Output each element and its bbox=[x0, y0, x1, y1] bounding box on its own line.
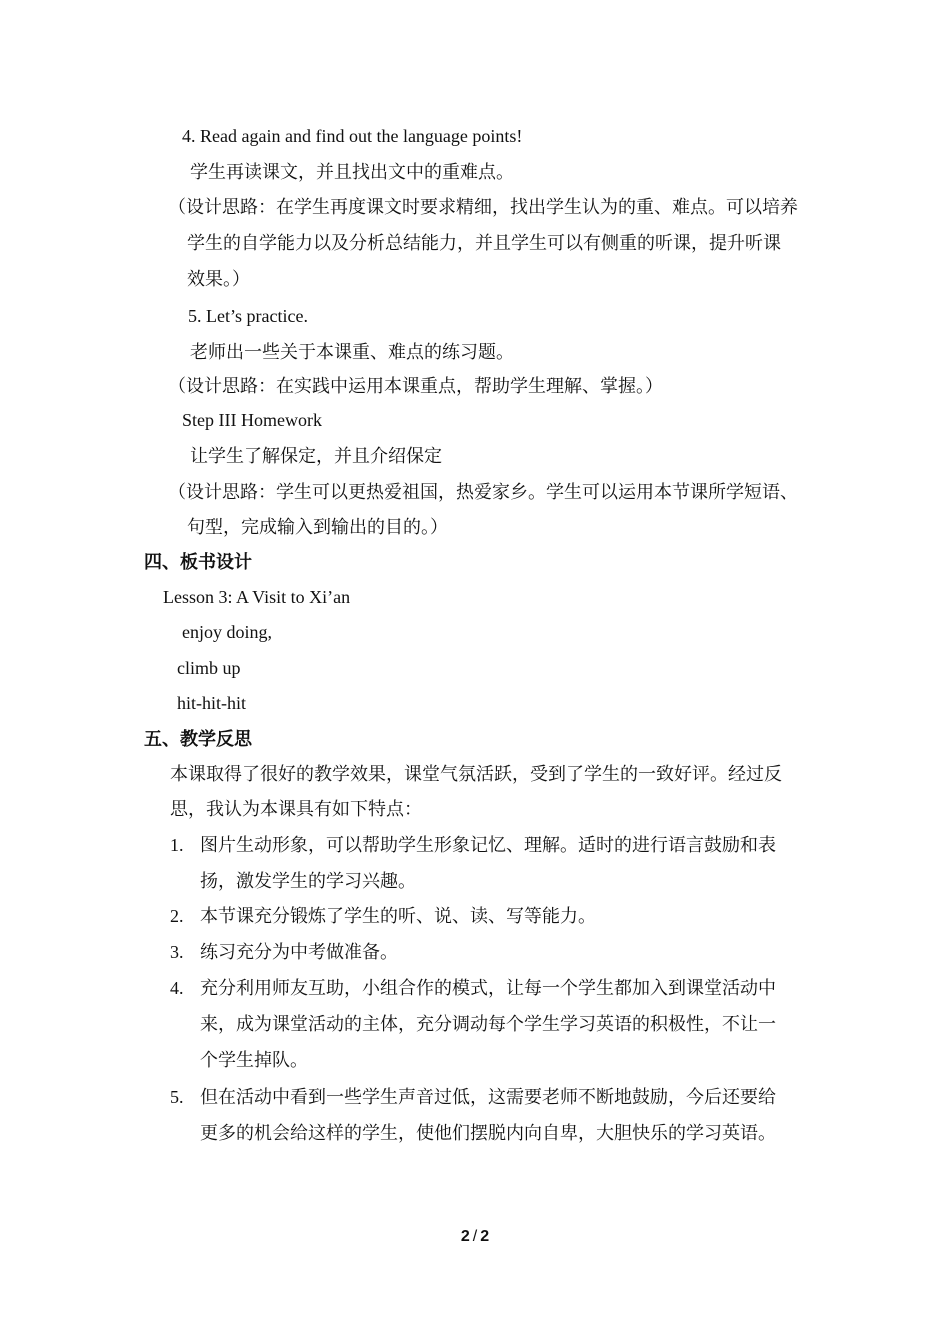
reflection-intro-line: 本课取得了很好的教学效果，课堂气氛活跃，受到了学生的一致好评。经过反 bbox=[170, 764, 782, 784]
step-read-text: 学生再读课文，并且找出文中的重难点。 bbox=[190, 162, 514, 182]
step-read-design-line: 效果。） bbox=[187, 269, 250, 289]
reflection-point-line: 本节课充分锻炼了学生的听、说、读、写等能力。 bbox=[200, 906, 596, 926]
reflection-point-line: 图片生动形象，可以帮助学生形象记忆、理解。适时的进行语言鼓励和表 bbox=[200, 835, 776, 855]
homework-heading: Step III Homework bbox=[182, 410, 322, 430]
board-design-title: 四、板书设计 bbox=[144, 552, 252, 572]
reflection-point-line: 扬，激发学生的学习兴趣。 bbox=[200, 871, 416, 891]
reflection-point-line: 充分利用师友互助，小组合作的模式，让每一个学生都加入到课堂活动中 bbox=[200, 978, 776, 998]
step-practice-design: （设计思路：在实践中运用本课重点，帮助学生理解、掌握。） bbox=[168, 376, 663, 396]
reflection-point-line: 个学生掉队。 bbox=[200, 1050, 308, 1070]
step-practice-text: 老师出一些关于本课重、难点的练习题。 bbox=[190, 342, 514, 362]
reflection-point-number: 1. bbox=[170, 835, 184, 855]
reflection-point-line: 但在活动中看到一些学生声音过低，这需要老师不断地鼓励，今后还要给 bbox=[200, 1087, 776, 1107]
current-page-number: 2 bbox=[460, 1228, 470, 1245]
reflection-point-line: 练习充分为中考做准备。 bbox=[200, 942, 398, 962]
homework-design-line: 句型，完成输入到输出的目的。） bbox=[187, 517, 448, 537]
page-separator: / bbox=[472, 1228, 478, 1245]
reflection-point-number: 3. bbox=[170, 942, 184, 962]
homework-design-line: （设计思路：学生可以更热爱祖国，热爱家乡。学生可以运用本节课所学短语、 bbox=[168, 482, 798, 502]
board-item: hit-hit-hit bbox=[177, 693, 246, 713]
board-lesson-title: Lesson 3: A Visit to Xi’an bbox=[163, 587, 351, 607]
reflection-point-line: 更多的机会给这样的学生，使他们摆脱内向自卑，大胆快乐的学习英语。 bbox=[200, 1123, 776, 1143]
step-read-design-line: 学生的自学能力以及分析总结能力，并且学生可以有侧重的听课，提升听课 bbox=[187, 233, 781, 253]
board-item: enjoy doing, bbox=[182, 622, 272, 642]
page-number-footer bbox=[0, 1228, 950, 1246]
reflection-point-number: 2. bbox=[170, 906, 184, 926]
step-read-design-line: （设计思路：在学生再度课文时要求精细，找出学生认为的重、难点。可以培养 bbox=[168, 197, 798, 217]
reflection-point-line: 来，成为课堂活动的主体，充分调动每个学生学习英语的积极性，不让一 bbox=[200, 1014, 776, 1034]
total-page-count: 2 bbox=[480, 1228, 490, 1245]
step-practice-heading: 5. Let’s practice. bbox=[188, 306, 308, 326]
reflection-point-number: 4. bbox=[170, 978, 184, 998]
reflection-point-number: 5. bbox=[170, 1087, 184, 1107]
reflection-intro-line: 思，我认为本课具有如下特点： bbox=[170, 799, 422, 819]
reflection-title: 五、教学反思 bbox=[144, 729, 252, 749]
board-item: climb up bbox=[177, 658, 241, 678]
homework-text: 让学生了解保定，并且介绍保定 bbox=[190, 446, 442, 466]
step-read-heading: 4. Read again and find out the language points! bbox=[182, 126, 523, 146]
